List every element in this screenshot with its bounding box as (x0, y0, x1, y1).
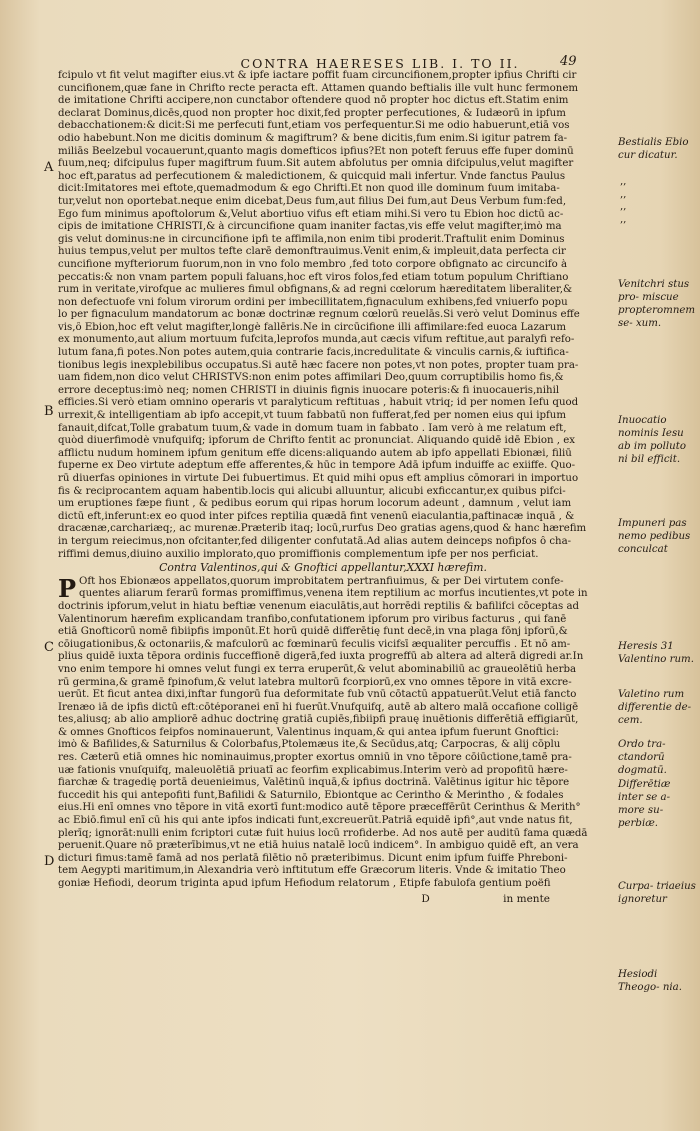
text-line: fuperne ex Deo virtute adeptum effe afferentes,& hūc in tempore Adā ipfum induiffe ac exiiffe. Quo- (58, 460, 576, 472)
text-line: fanauit,difcat,Tolle grabatum tuum,& vade in domum tuam in fabbato . Iam verò à me relatum eft, (58, 422, 567, 434)
margin-note-hesiodi: Hesiodi Theogo- nia. (618, 969, 682, 993)
margin-note-ordo: Ordo tra- ctandorū dogmatū. (618, 739, 667, 776)
section-letter-d: D (44, 854, 55, 869)
quote-mark: ‚‚ (620, 213, 627, 225)
text-line: goniæ Hefiodi, deorum triginta apud ipfum Hefiodum relatorum , Etipfe fabulofa gentium poëfi (58, 878, 551, 889)
margin-note-impune: Impuneri pas nemo pedibus conculcat (618, 518, 691, 555)
text-line: fis & reciprocantem aquam habentib.locis qui alicubi alluuntur, alicubi exficcantur,ex quibus pifci- (58, 485, 566, 497)
main-text (58, 70, 588, 905)
text-line: plius quidē iuxta tēpora ordinis fucceffionē digerā,fed iuxta progreffū ab altera ad alterā digredi ar.In (58, 651, 584, 663)
text-line: miliās Beelzebul vocauerunt,quanto magis domefticos ipfius?Et non poteft feruus effe fuper dominū (58, 145, 574, 157)
text-line: fuccedit his qui antepofiti funt,Bafilidi & Saturnilo, Ebiontque ac Cerintho & Merintho , & fodales (58, 789, 564, 801)
page-number: 49 (560, 54, 577, 69)
paragraph-ebion (58, 70, 588, 561)
text-line: quentes aliarum ferarū formas promiffimus,venena item reptilium ac morfus incutientes,vt pote in (79, 588, 588, 600)
text-line: fcipulo vt fit velut magifter eius.vt & ipfe iactare poffit fuam circuncifionem,propter ipfius Chrifti cir (58, 70, 577, 81)
text-line: gis velut dominus:ne in circuncifione ipfi te affimila,non enim tibi proderit.Traftulit enim Dominus (58, 233, 565, 245)
margin-note-venit-christus: Venitchri stus pro- miscue propteromnem se- xum. (618, 279, 696, 329)
text-line: ex monumento,aut alium mortuum fufcita,leprofos munda,aut cæcis vifum reftitue,aut paralyfi refo- (58, 334, 575, 346)
text-line: ac Ebiō.fimul enī cū his qui ante ipfos indicati funt,excreuerūt.Patriā equidē ipfi°,aut vnde natus fit, (58, 815, 573, 827)
section-letter-b: B (44, 404, 54, 419)
text-line: odio habebunt.Non me dicitis dominum & magiftrum? & bene dicitis,fum enim.Si igitur patrem fa- (58, 132, 568, 144)
text-line: fiarchæ & tragedię portā deuenieimus, Valētinū inquā,& ipfius doctrinā. Valētinus igitur hic tēpore (58, 777, 570, 789)
text-line: rū germina,& gramē fpinofum,& velut latebra multorū fcorpiorū,ex vno omnes tēpore in vitā excre- (58, 676, 572, 688)
text-line: lutum fana,fi potes.Non potes autem,quia contrarie facis,incredulitate & vinculis carnis,& iuftifica- (58, 347, 569, 359)
text-line: declarat Dominus,dicēs,quod non propter hoc dixit,fed propter perfecutiones, & Iudæorū in ipfum (58, 107, 566, 119)
text-line: vis,ô Ebion,hoc eft velut magifter,longè fallēris.Ne in circūcifione illi affimilare:fed euoca Lazarum (58, 321, 566, 333)
text-line: dicturi fimus:tamē famā ad nos perlatā filētio nō præteribimus. Dicunt enim ipfum fuiffe Phreboni- (58, 852, 568, 864)
text-line: cōiugationibus,& octonariis,& mafculorū ac fœminarū feculis vicifsī æqualiter percuffis . Et nō am- (58, 638, 571, 650)
text-line: afflictu nudum hominem ipfum genitum effe dicens:aliquando autem ab ipfo appellati Ebionæi, filiū (58, 447, 572, 459)
text-line: dicit:Imitatores mei eftote,quemadmodum & ego Chrifti.Et non quod ille dominum fuum imitaba- (58, 183, 560, 195)
text-line: in tergum reiecimus,non ofcitanter,fed diligenter confutatā.Ad alias autem deinceps nofipfos ô cha- (58, 535, 572, 547)
text-line: riffimi demus,diuino auxilio implorato,quo promiffionis complementum ipfe per nos perficiat. (58, 548, 539, 560)
text-line: cuncifionem,quæ fane in Chrifto recte peracta eft. Attamen quando beftialis ille vult hunc fermonem (58, 82, 579, 94)
text-line: dictū eft,inferunt:ex eo quod inter pifces reptilia quædā fint venenū eiaculantia,paftinacæ inquā , & (58, 510, 575, 522)
text-line: plerīq; ignorāt:nulli enim fcriptori cutæ fuit huius locū rrofiderbe. Ad nos autē per auditū fama quædā (58, 827, 588, 839)
text-line: tes,aliusq; ab alio ampliorē adhuc doctrinę gratiā cupiēs,fibiipfi prauę inuētionis differētiā effigiarūt, (58, 714, 579, 726)
section-letter-a: A (44, 160, 54, 175)
text-line: hoc eft,paratus ad perfecutionem & maledictionem, & quicquid mali infertur. Vnde fanctus Paulus (58, 170, 566, 182)
text-line: vno enim tempore hi omnes velut fungi ex terra eruperūt,& velut abominabiliū ac graueolētiū herba (58, 663, 577, 675)
signature-mark: D (421, 892, 430, 905)
drop-cap: P (58, 573, 77, 603)
catchword: in mente (503, 892, 550, 905)
text-line: urrexit,& intelligentiam ab ipfo accepit,vt tuum fabbatū non fufferat,fed per nomen eius qui ipfum (58, 410, 566, 422)
text-line: Oft hos Ebionæos appellatos,quorum improbitatem pertranfiuimus, & per Dei virtutem confe- (79, 575, 564, 587)
text-line: huius tempus,velut per multos tefte clarē demonftrauimus.Venit enim,& impleuit,data perfecta cir (58, 246, 566, 258)
margin-note-inuocatio: Inuocatio nominis Iesu ab im polluto ni bil efficit. (618, 415, 686, 465)
text-line: de imitatione Chrifti accipere,non cunctabor oftendere quod nō propter hoc dictus eft.Statim enim (58, 95, 569, 107)
margin-note-differentiae: Valetino rum differentie de- cem. (618, 689, 692, 726)
text-line: non defectuofe vni folum virorum ordini per imbecillitatem,fignaculum exhibens,fed vniuerfo popu (58, 296, 568, 308)
text-line: cuncifione myfteriorum fuorum,non in vno folo membro ,fed toto corpore obfignato ac circuncifo à (58, 258, 568, 270)
text-line: errore deceptus:imò neq; nomen CHRISTI in diuinis fignis inuocare poteris:& fi inuocaueris,nihil (58, 384, 560, 396)
text-line: tem Aegypti maritimum,in Alexandria verò inftitutum effe Græcorum literis. Vnde & imitatio Theo (58, 865, 566, 877)
text-line: debacchationem:& dicit:Si me perfecuti funt,etiam vos perfequentur.Si me odio habuerunt,etiā vos (58, 120, 570, 132)
text-line: etiā Gnofticorū nomē fibiipfis imponūt.Et horū quidē differētię funt decē,in vna plaga fōnj ipforū,& (58, 626, 568, 638)
quote-mark: ‚‚ (620, 176, 627, 187)
text-line: efficies.Si verò etiam omnino operaris vt paralyticum reftituas , habuit vtriq; id per nomen Iefu quod (58, 397, 579, 409)
text-line: tionibus legis inexplebilibus occupatus.Si autē hæc facere non potes,vt non potes, propter tuam pra- (58, 359, 579, 371)
text-line: uæ fationis vnuſquifq, maleuolētiā priuatī ac feorfim explicabimus.Interim verò ad propofitū hære- (58, 764, 568, 776)
text-line: peccatis:& non vnam partem populi faluans,hoc eft viros folos,fed etiam totum populum Chriftiano (58, 271, 569, 283)
text-line: eius.Hi enī omnes vno tēpore in vitā exortī funt:modico autē tēpore præceffērūt Cerinthus & Merith° (58, 802, 581, 814)
text-line: quòd diuerfimodè vnufquifq; ipforum de Chrifto fentit ac pronunciat. Aliquando quidē idē Ebion , ex (58, 435, 576, 447)
running-head: CONTRA HAERESES LIB. I. TO II. (240, 56, 520, 71)
text-line: peruenit.Quare nō præterībimus,vt ne etiā huius natalē locū indicem°. In ambiguo quidē eft, an vera (58, 840, 579, 852)
text-line: uerūt. Et ficut antea dixi,inftar fungorū fua deformitate fub vnū cōtactū appatuerūt.Velut etiā fancto (58, 689, 577, 701)
quote-mark: ‚‚ (620, 201, 627, 213)
text-line: Irenæo iā de ipfis dictū eft:cōtéporanei enī hi fuerūt.Vnufquifq, autē ab altero malā occafione colligē (58, 701, 579, 713)
section-letter-c: C (44, 640, 54, 655)
quote-mark: ‚‚ (620, 188, 627, 200)
margin-note-bestialis: Bestialis Ebio cur dicatur. (618, 137, 689, 161)
text-line: imò & Bafilides,& Saturnilus & Colorbafus,Ptolemæus ite,& Secūdus,atq; Carpocras, & alij cōplu (58, 739, 561, 751)
margin-note-heresis: Heresis 31 Valentino rum. (618, 641, 694, 665)
margin-quote-marks (620, 176, 626, 226)
text-line: uam fidem,non dico velut CHRISTVS:non enim potes affimilari Deo,quum corruptibilis homo fis,& (58, 372, 564, 384)
text-line: rū diuerfas opiniones in virtute Dei fubuertimus. Et quid mihi opus eft amplius cōmorari in importuo (58, 473, 579, 484)
text-line: fuum,neq; difcipulus fuper magiftrum fuum.Sit autem abfolutus per omnia difcipulus,velut magifter (58, 158, 574, 170)
text-line: & omnes Gnofticos feipfos nominauerunt, Valentinus inquam,& qui antea ipfum fuerunt Gnoftici: (58, 726, 559, 738)
paragraph-valentinians (58, 573, 588, 891)
text-line: doctrinis ipforum,velut in hiatu beftiæ venenum eiaculātis,aut horrēdi reptilis & bafilifci cōceptas ad (58, 600, 580, 612)
catchword-line (58, 893, 588, 906)
text-line: cipis de imitatione CHRISTI,& à circuncifione quam inaniter factas,vis effe velut magifter,imò ma (58, 221, 562, 233)
margin-note-differentiae-superbiae: Differētiæ inter se a- more su- perbiæ. (618, 779, 671, 829)
section-heading: Contra Valentinos,qui & Gnoftici appellantur,XXXI hærefim. (159, 561, 487, 575)
margin-note-patria: Curpa- triaeius ignoretur (618, 881, 696, 905)
text-line: dracænæ,carchariæq;, ac murenæ.Præterib itaq; locū,rurfus Deo gratias agens,quod & hanc hærefim (58, 523, 587, 535)
text-line: rum in veritate,virofque ac mulieres fimul obfignans,& ad regni cœlorum hæreditatem liberaliter,& (58, 284, 573, 296)
text-line: um eruptiones fæpe fiunt , & pedibus eorum qui ripas horum locorum adeunt , damnum , velut iam (58, 498, 572, 510)
text-line: Valentinorum hærefim explicandam tranfibo,confutationem ipforum pro viribus facturus , qui fanē (58, 613, 567, 625)
text-line: tur,velut non oportebat.neque enim dicebat,Deus fum,aut filius Dei fum,aut Deus Verbum fum:fed, (58, 195, 567, 207)
text-line: Ego fum minimus apoftolorum &,Velut abortiuo vifus eft etiam mihi.Si vero tu Ebion hoc dictū ac- (58, 208, 564, 220)
text-line: lo per fignaculum mandatorum ac bonæ doctrinæ regnum cœlorū reuelās.Si verò velut Dominus effe (58, 309, 580, 321)
text-line: res. Cæterū etiā omnes hic nominauimus,propter exortus omniū in vno tēpore cōiūctione,tamē pra- (58, 752, 572, 764)
